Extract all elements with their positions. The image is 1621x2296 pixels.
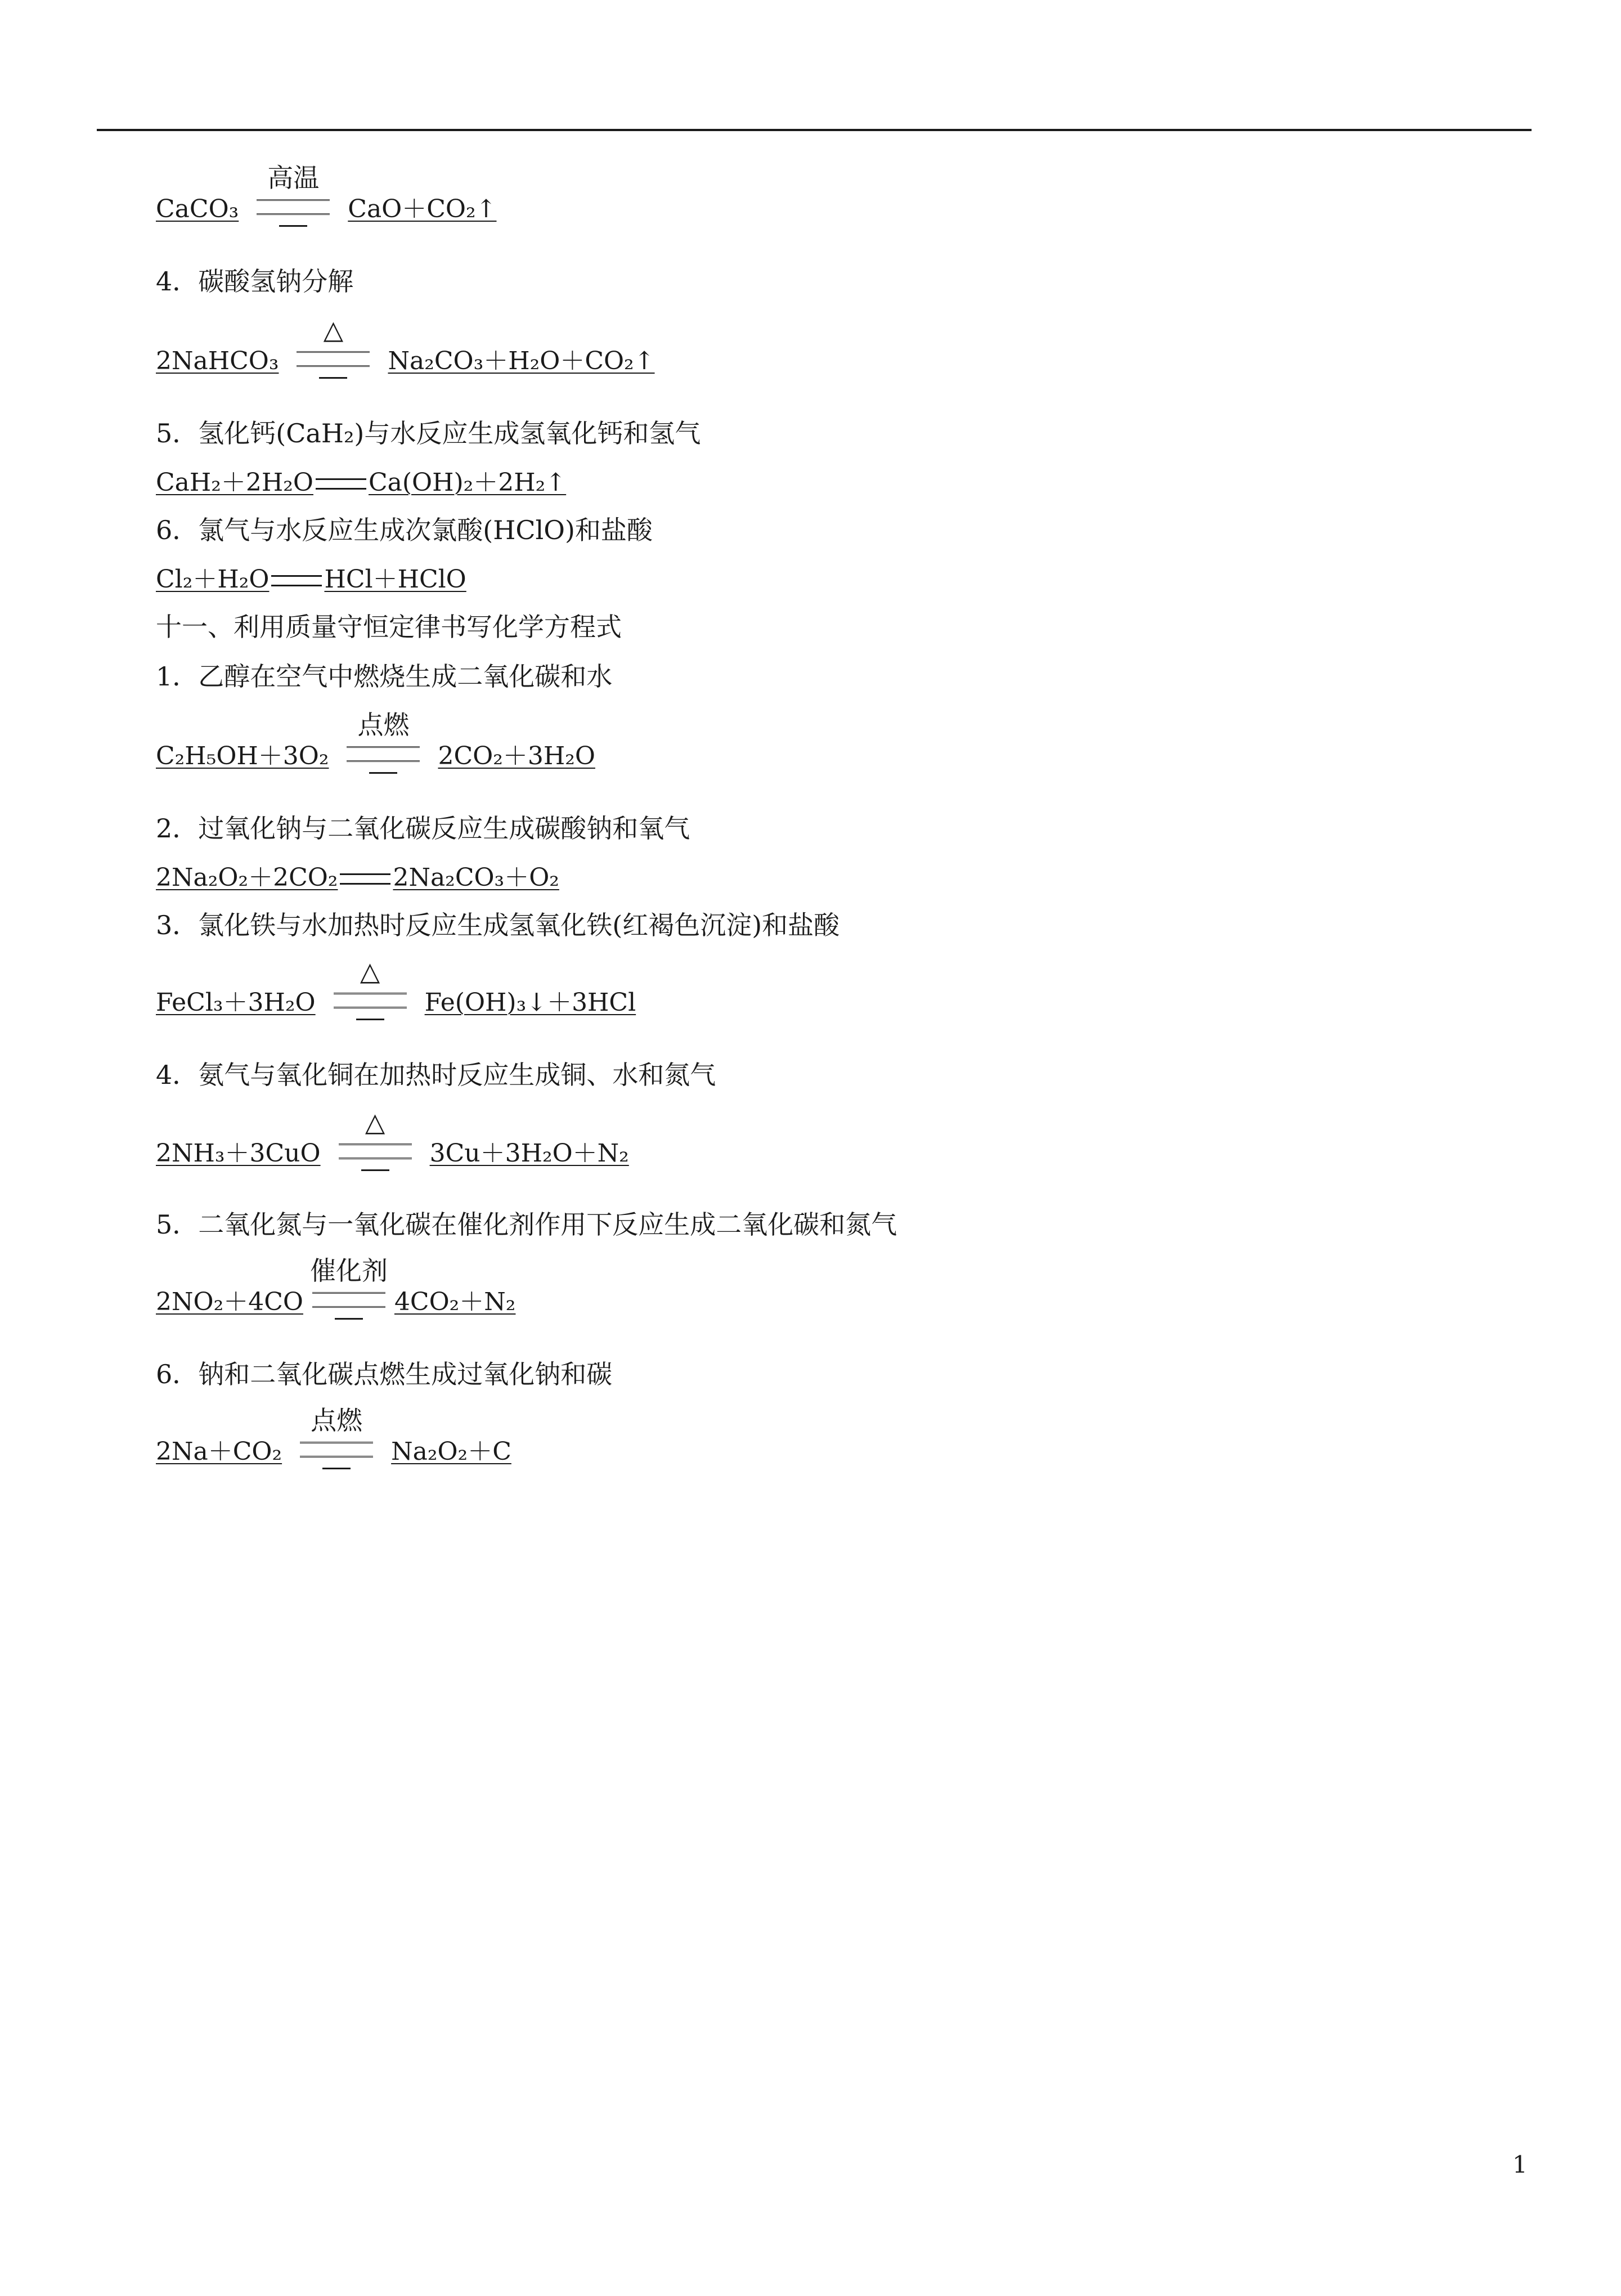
question-heading: 5．氢化钙(CaH₂)与水反应生成氢氧化钙和氢气 <box>156 418 701 449</box>
equation-ethanol-combustion <box>156 710 595 773</box>
question-heading: 1．乙醇在空气中燃烧生成二氧化碳和水 <box>156 661 613 692</box>
condition-dash <box>361 1169 389 1171</box>
condition-label: 催化剂 <box>309 1255 388 1286</box>
equals-sign <box>297 351 370 367</box>
equation-rhs: 4CO₂＋N₂ <box>394 1288 516 1316</box>
equation-lhs: FeCl₃＋3H₂O <box>156 988 316 1017</box>
question-heading: 6．钠和二氧化碳点燃生成过氧化钠和碳 <box>156 1359 613 1389</box>
equals-sign <box>339 1143 412 1159</box>
reaction-condition <box>251 163 335 226</box>
reaction-condition <box>333 1107 417 1171</box>
equation-lhs: 2Na₂O₂＋2CO₂ <box>156 863 338 892</box>
equation-na-co2 <box>156 1405 511 1469</box>
condition-label: 点燃 <box>357 710 410 740</box>
question-heading: 4．碳酸氢钠分解 <box>156 266 354 297</box>
equals-sign <box>340 873 390 885</box>
condition-dash <box>356 1019 384 1020</box>
condition-dash <box>319 377 347 379</box>
question-heading: 3．氯化铁与水加热时反应生成氢氧化铁(红褐色沉淀)和盐酸 <box>156 910 840 940</box>
equation-lhs: 2Na＋CO₂ <box>156 1437 282 1466</box>
equals-sign <box>316 478 366 490</box>
reaction-condition <box>328 956 412 1020</box>
question-heading: 2．过氧化钠与二氧化碳反应生成碳酸钠和氧气 <box>156 813 690 844</box>
equation-lhs: 2NH₃＋3CuO <box>156 1139 321 1168</box>
equation-fecl3-hydrolysis <box>156 956 636 1020</box>
equation-lhs: CaH₂＋2H₂O <box>156 468 313 497</box>
equation-lhs: 2NO₂＋4CO <box>156 1288 303 1316</box>
equals-sign <box>300 1442 373 1458</box>
equation-rhs: 3Cu＋3H₂O＋N₂ <box>429 1139 629 1168</box>
equation-no2-co <box>156 1255 516 1319</box>
reaction-condition <box>341 710 425 773</box>
equation-rhs: Na₂O₂＋C <box>391 1437 511 1466</box>
equation-rhs: CaO＋CO₂↑ <box>348 195 497 223</box>
condition-dash <box>369 772 397 774</box>
equation-nh3-cuo <box>156 1107 629 1171</box>
equation-rhs: 2CO₂＋3H₂O <box>438 742 595 770</box>
equation-rhs: Fe(OH)₃↓＋3HCl <box>424 988 636 1017</box>
heat-symbol: △ <box>360 956 380 986</box>
condition-label: 点燃 <box>311 1405 363 1436</box>
condition-dash <box>279 225 307 227</box>
reaction-condition <box>294 1405 379 1469</box>
reaction-condition <box>307 1255 391 1319</box>
equation-na2o2-co2 <box>156 861 559 895</box>
header-rule <box>97 129 1532 131</box>
equation-nahco3-decomposition <box>156 315 655 378</box>
equation-lhs: C₂H₅OH＋3O₂ <box>156 742 329 770</box>
question-heading: 5．二氧化氮与一氧化碳在催化剂作用下反应生成二氧化碳和氮气 <box>156 1209 897 1240</box>
equation-lhs: 2NaHCO₃ <box>156 347 279 375</box>
section-heading: 十一、利用质量守恒定律书写化学方程式 <box>156 612 622 642</box>
equation-caco3-decomposition <box>156 163 497 226</box>
equation-rhs: 2Na₂CO₃＋O₂ <box>393 863 559 892</box>
equals-sign <box>257 199 330 215</box>
heat-symbol: △ <box>323 315 344 345</box>
page-number: 1 <box>1512 2151 1528 2178</box>
heat-symbol: △ <box>365 1107 385 1137</box>
equation-rhs: HCl＋HClO <box>324 565 466 594</box>
question-heading: 4．氨气与氧化铜在加热时反应生成铜、水和氮气 <box>156 1060 716 1090</box>
condition-label: 高温 <box>267 163 320 193</box>
equation-rhs: Ca(OH)₂＋2H₂↑ <box>368 468 567 497</box>
condition-dash <box>335 1318 363 1320</box>
reaction-condition <box>291 315 375 378</box>
equation-cah2-water <box>156 466 566 500</box>
equation-lhs: Cl₂＋H₂O <box>156 565 270 594</box>
equation-lhs: CaCO₃ <box>156 195 239 223</box>
equals-sign <box>334 993 407 1008</box>
question-heading: 6．氯气与水反应生成次氯酸(HClO)和盐酸 <box>156 515 653 545</box>
equals-sign <box>347 746 420 762</box>
equals-sign <box>271 575 322 586</box>
condition-dash <box>322 1468 351 1469</box>
equals-sign <box>312 1292 385 1308</box>
equation-cl2-water <box>156 563 466 597</box>
equation-rhs: Na₂CO₃＋H₂O＋CO₂↑ <box>388 347 655 375</box>
